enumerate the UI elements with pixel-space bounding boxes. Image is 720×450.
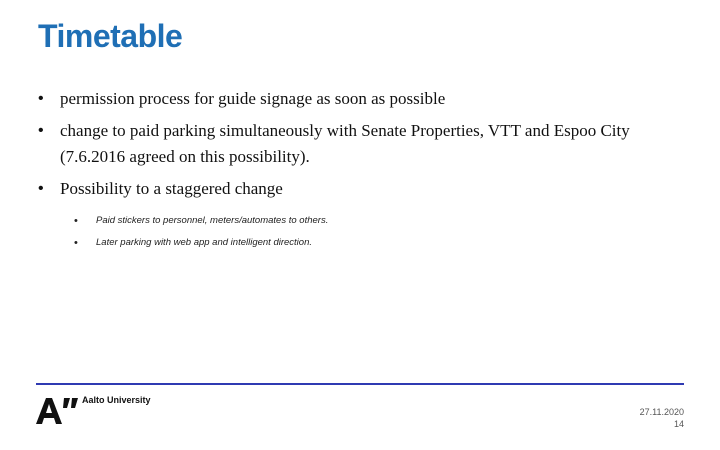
footer-date: 27.11.2020 <box>639 407 684 417</box>
bullet-list <box>38 86 678 260</box>
footer-meta <box>640 406 684 430</box>
sub-bullet-text: Later parking with web app and intelligent direction. <box>96 237 312 248</box>
bullet-item <box>38 86 678 112</box>
sub-bullet-item <box>74 210 678 232</box>
bullet-item <box>38 118 678 170</box>
bullet-dot-icon: • <box>38 90 44 107</box>
sub-bullet-text: Paid stickers to personnel, meters/automates to others. <box>96 215 329 226</box>
page-number: 14 <box>673 419 684 429</box>
slide-title: Timetable <box>38 18 183 54</box>
bullet-text: change to paid parking simultaneously with Senate Properties, VTT and Espoo City (7.6.2016 agreed on this possibility). <box>60 121 630 166</box>
sub-bullet-dot-icon: • <box>74 215 78 227</box>
bullet-dot-icon: • <box>38 122 44 139</box>
sub-bullet-list <box>60 210 678 254</box>
footer-divider <box>36 383 684 385</box>
university-name: Aalto University <box>82 395 151 405</box>
sub-bullet-item <box>74 232 678 254</box>
sub-bullet-dot-icon: • <box>74 237 78 249</box>
bullet-item <box>38 176 678 254</box>
bullet-text: permission process for guide signage as soon as possible <box>60 89 446 108</box>
bullet-text: Possibility to a staggered change <box>60 179 283 198</box>
bullet-dot-icon: • <box>38 180 44 197</box>
